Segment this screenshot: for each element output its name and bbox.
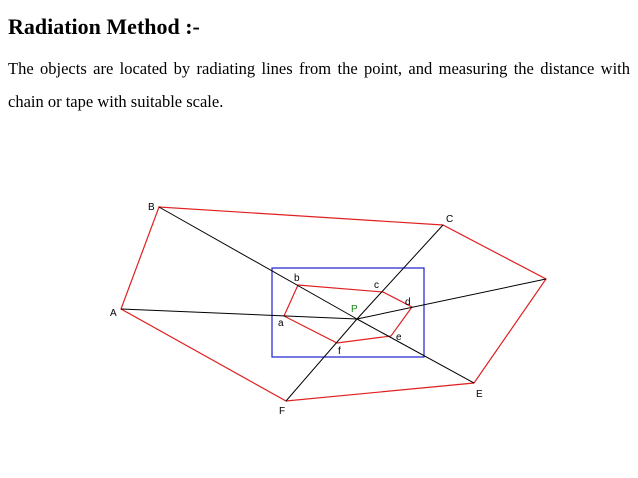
label-d: d [405, 297, 411, 308]
station-label: P [351, 304, 358, 315]
ray-f [286, 319, 357, 401]
label-b: b [294, 273, 300, 284]
outer-polygon [121, 207, 546, 401]
description-text: The objects are located by radiating lines from the point, and measuring the distance with chain or tape with suitable scale. [8, 59, 630, 111]
slide-title: Radiation Method :- [8, 14, 200, 39]
label-C: C [446, 214, 454, 225]
label-f: f [338, 346, 341, 357]
label-c: c [374, 280, 379, 291]
label-B: B [148, 202, 155, 213]
ray-a [121, 309, 357, 319]
label-A: A [110, 308, 117, 319]
label-e: e [396, 332, 402, 343]
label-E: E [476, 389, 483, 400]
ray-d [357, 279, 546, 319]
ray-c [357, 225, 443, 319]
label-F: F [279, 406, 286, 417]
ray-b [159, 207, 357, 319]
label-a: a [278, 318, 284, 329]
ray-e [357, 319, 474, 383]
